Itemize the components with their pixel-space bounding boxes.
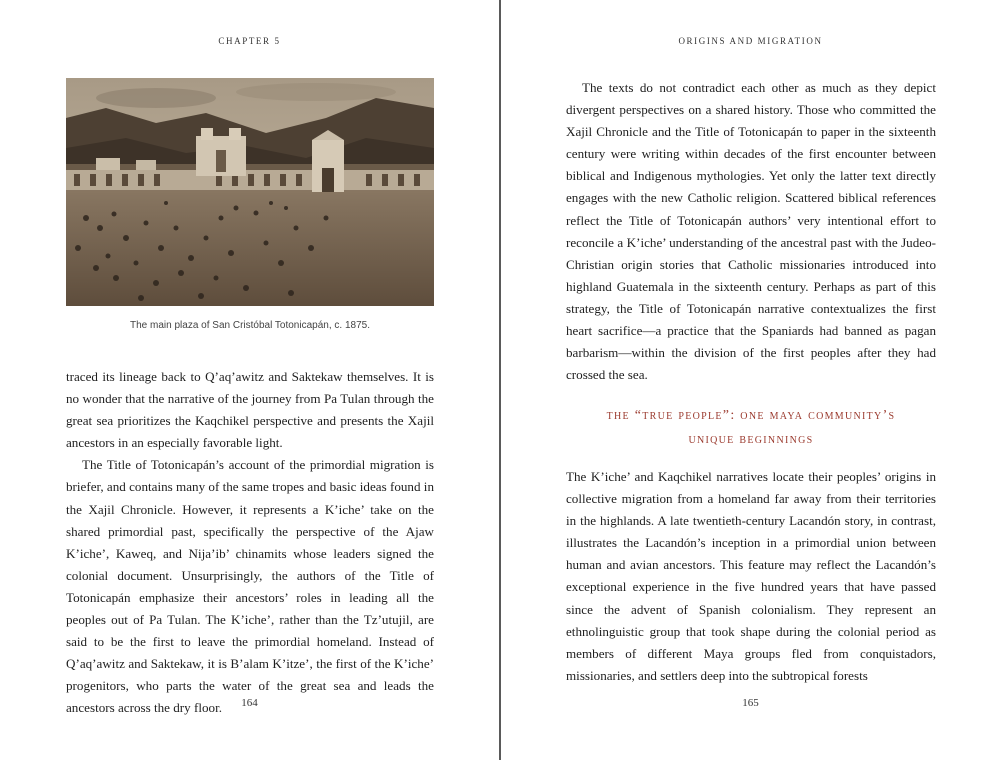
right-body-text-bottom [566,466,936,687]
running-head-left [0,36,499,47]
section-heading-line-1: the “true people”: one maya community’s [606,408,896,423]
right-paragraph-1: The texts do not contradict each other as much as they depict divergent perspectives on a shared history. Those who committed the Xajil Chronicle and the Title of Totonicapán to paper in the sixteenth century were writing within decades of the first encounter between biblical and Indigenous mythologies. Yet only the latter text directly engages with the new Catholic religion. Scattered biblical references reflect the Title of Totonicapán authors’ very intentional effort to reconcile a K’iche’ understanding of the ancestral past with the Judeo-Christian origin stories that Catholic missionaries introduced into highland Guatemala in the sixteenth century. Perhaps as part of this strategy, the Title of Totonicapán narrative contextualizes the first heart sacrifice—a practice that the Spaniards had banned as pagan barbarism—within the division of the first peoples after they had crossed the sea. [566,80,936,383]
right-page [501,0,1000,760]
page-number-right: 165 [742,697,759,709]
plaza-photograph [66,78,434,306]
running-head-left-text: CHAPTER 5 [218,36,281,46]
left-body-text [66,366,434,720]
page-number-left: 164 [241,697,258,709]
running-head-right-text: ORIGINS AND MIGRATION [678,36,823,46]
running-head-right [501,36,1000,47]
section-heading-line-2: unique beginnings [688,432,814,447]
photo-caption: The main plaza of San Cristóbal Totonicapán, c. 1875. [130,320,370,331]
left-page [0,0,499,760]
left-paragraph-1: traced its lineage back to Q’aq’awitz and Saktekaw themselves. It is no wonder that the narrative of the journey from Pa Tulan through the great sea prioritizes the Kaqchikel perspective and presents the Xajil ancestors in an especially favorable light. [66,369,434,451]
left-paragraph-2: The Title of Totonicapán’s account of the primordial migration is briefer, and contains many of the same tropes and basic ideas found in the Xajil Chronicle. However, it represents a K’iche’ take on the shared primordial past, specifically the perspective of the Ajaw K’iche’, Kaweq, and Nija’ib’ chinamits whose leaders signed the colonial document. Unsurprisingly, the authors of the Title of Totonicapán emphasize their ancestors’ roles in leading all the peoples out of Pa Tulan. The K’iche’, rather than the Tz’utujil, are said to be the first to leave the primordial homeland. Instead of Q’aq’awitz and Saktekaw, it is B’alam K’itze’, the first of the K’iche’ progenitors, who parts the water of the great sea and leads the ancestors across the dry floor. [66,457,434,716]
right-body-text-top [566,77,936,386]
plaza-photo-image [66,78,434,306]
section-heading [566,404,936,452]
right-paragraph-2: The K’iche’ and Kaqchikel narratives locate their peoples’ origins in collective migration from a homeland far away from their territories in the highlands. A late twentieth-century Lacandón story, in contrast, illustrates the Lacandón’s inception in a primordial union between human and avian ancestors. This feature may reflect the Lacandón’s exceptional experience in the five hundred years that have passed since the advent of Spanish colonialism. They represent an ethnolinguistic group that took shape during the colonial period as members of different Maya groups fled from conquistadors, missionaries, and settlers deep into the subtropical forests [566,469,936,683]
